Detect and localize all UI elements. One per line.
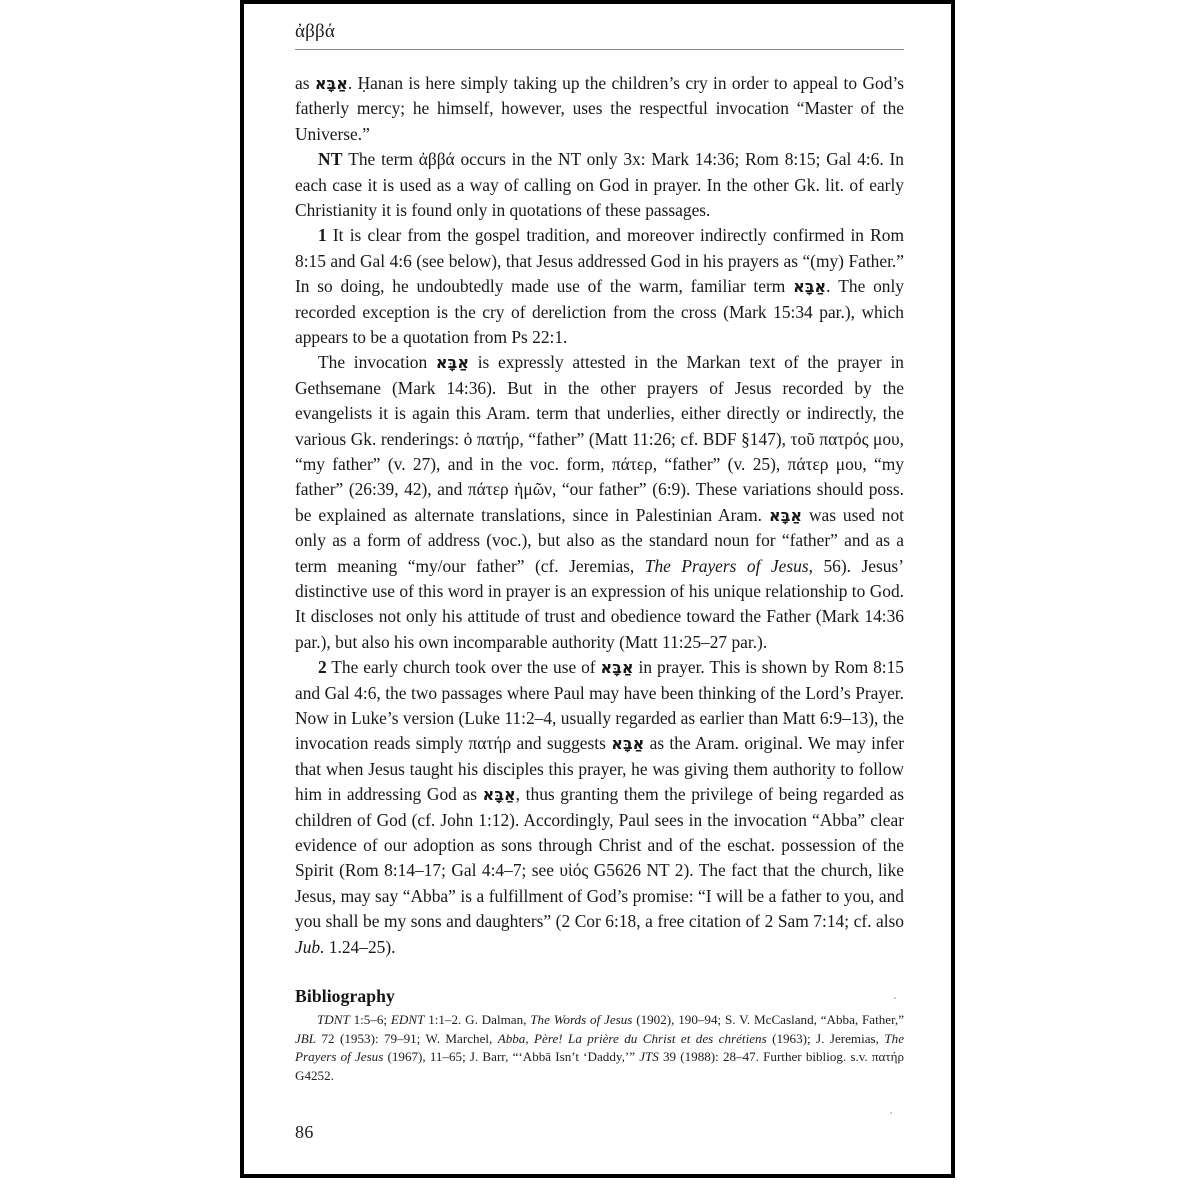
text-run: , thus granting them the privilege of being regarded as children of God (cf. John 1:12). Accordingly, Paul sees in the invocation “Abba” clear evidence of our adoption as sons through Christ and of the eschat. possession of the Spirit (Rom 8:14–17; Gal 4:4–7; see [295,784,904,881]
page-content-area [295,22,904,1162]
text-run: G4252. [295,1067,334,1083]
italic-title: JTS [639,1049,659,1065]
text-run: The invocation [318,352,436,373]
greek-term: πατήρ [468,733,512,754]
text-run: as [295,72,315,93]
running-head: ἀββά [295,21,336,42]
page-number: 86 [295,1122,314,1142]
paragraph-nt [295,147,904,223]
aramaic-word-abba: אַבָּא [768,505,802,525]
text-run: , “my father” (v. 27), and in the voc. form, [295,428,905,474]
text-run: and suggests [511,733,612,754]
bibliography-heading: Bibliography [295,986,395,1007]
italic-title: TDNT [317,1012,350,1028]
aramaic-word-abba: אַבָּא [314,73,348,93]
greek-term: πάτερ [611,453,653,474]
text-run: (1963); J. Jeremias, [766,1030,885,1046]
text-run: 1.24–25). [324,936,396,957]
italic-title: EDNT [390,1012,425,1028]
text-run: . The only recorded exception is the cry of dereliction from the cross (Mark 15:34 par.), which appears to be a quotation from Ps 22:1. [295,276,905,347]
italic-title: The Prayers of Jesus [644,555,809,576]
greek-term: πατήρ [871,1049,904,1065]
text-run: , “my father” (26:39, 42), and [295,453,904,500]
greek-term: ὁ πατήρ [463,428,520,449]
text-run: , “our father” (6:9). These variations should poss. be explained as alternate translations, since in Palestinian Aram. [295,479,905,525]
greek-term: υἱός [559,860,589,881]
section-number: 2 [318,657,327,678]
text-run: was used not only as a form of address (voc.), but also as the standard noun for “father” and as a term meaning “my/our father” (cf. Jeremias, [295,504,904,576]
text-run: , “father” (v. 25), [652,453,788,474]
text-run: 1:1–2. G. Dalman, [424,1012,531,1028]
paragraph-section-2 [295,655,904,960]
aramaic-word-abba: אַבָּא [611,734,645,754]
paragraph-lead-label: NT [318,149,343,170]
text-run: as the Aram. original. We may infer that when Jesus taught his disciples this prayer, he was giving them authority to follow him in addressing God as [295,733,904,805]
paragraph-invocation [295,350,904,655]
text-run: (1967), 11–65; J. Barr, “‘Abbā Isn’t ‘Daddy,’” [383,1049,640,1065]
header-rule-divider [295,49,904,50]
bibliography-entries [295,1011,904,1085]
paper-speck [890,1112,892,1114]
text-run: . Ḥanan is here simply taking up the children’s cry in order to appeal to God’s fatherly mercy; he himself, however, uses the respectful invocation “Master of the Universe.” [295,72,904,144]
section-number: 1 [318,225,327,246]
italic-title: Jub. [295,936,325,957]
text-run: (1902), 190–94; S. V. McCasland, “Abba, Father,” [632,1012,905,1028]
greek-term: τοῦ πατρός μου [790,428,900,449]
greek-term: πάτερ ἡμῶν [467,479,553,500]
body-text-column [295,71,904,960]
italic-title: The Prayers of Jesus [295,1030,904,1065]
book-page-frame [240,0,955,1178]
bibliography-section [295,986,904,1085]
text-run: The early church took over the use of [326,657,601,678]
italic-title: The Words of Jesus [530,1012,633,1028]
text-run: 39 (1988): 28–47. Further bibliog. s.v. [658,1049,872,1065]
italic-title: JBL [295,1030,317,1046]
text-run: The term [342,149,419,170]
text-run: 72 (1953): 79–91; W. Marchel, [316,1030,498,1046]
text-run: in prayer. This is shown by Rom 8:15 and Gal 4:6, the two passages where Paul may have been thinking of the Lord’s Prayer. Now in Luke’s version (Luke 11:2–4, usually regarded as earlier than Matt 6:9–13), the invocation reads simply [295,657,905,754]
text-run: It is clear from the gospel tradition, and moreover indirectly confirmed in Rom 8:15 and Gal 4:6 (see below), that Jesus addressed God in his prayers as “(my) Father.” In so doing, he undoubtedly made use of the warm, familiar term [295,225,904,297]
aramaic-word-abba: אַבָּא [600,658,634,678]
paragraph-continuation [295,71,904,147]
text-run: 1:5–6; [349,1012,391,1028]
aramaic-word-abba: אַבָּא [793,277,827,297]
paper-speck [894,997,896,999]
text-run: , “father” (Matt 11:26; cf. BDF §147), [519,428,791,449]
text-run: G5626 NT 2). The fact that the church, like Jesus, may say “Abba” is a fulfillment of God’s promise: “I will be a father to you, and you shall be my sons and daughters” (2 Cor 6:18, a free citation of 2 Sam 7:14; cf. also [295,860,904,932]
greek-term: πάτερ μου [787,453,863,474]
aramaic-word-abba: אַבָּא [435,353,469,373]
paragraph-section-1 [295,223,904,350]
greek-term: ἀββά [418,149,455,170]
text-run: , 56). Jesus’ distinctive use of this word in prayer is an expression of his unique relationship to God. It discloses not only his attitude of trust and obedience toward the Father (Mark 14:36 par.), but also his own incomparable authority (Matt 11:25–27 par.). [295,555,904,652]
aramaic-word-abba: אַבָּא [482,785,516,805]
text-run: is expressly attested in the Markan text of the prayer in Gethsemane (Mark 14:36). But in the other prayers of Jesus recorded by the evangelists it is again this Aram. term that underlies, either directly or indirectly, the various Gk. renderings: [295,352,904,449]
text-run: occurs in the NT only 3x: Mark 14:36; Rom 8:15; Gal 4:6. In each case it is used as a way of calling on God in prayer. In the other Gk. lit. of early Christianity it is found only in quotations of these passages. [295,149,904,220]
italic-title: Abba, Père! La prière du Christ et des chrétiens [497,1030,767,1046]
